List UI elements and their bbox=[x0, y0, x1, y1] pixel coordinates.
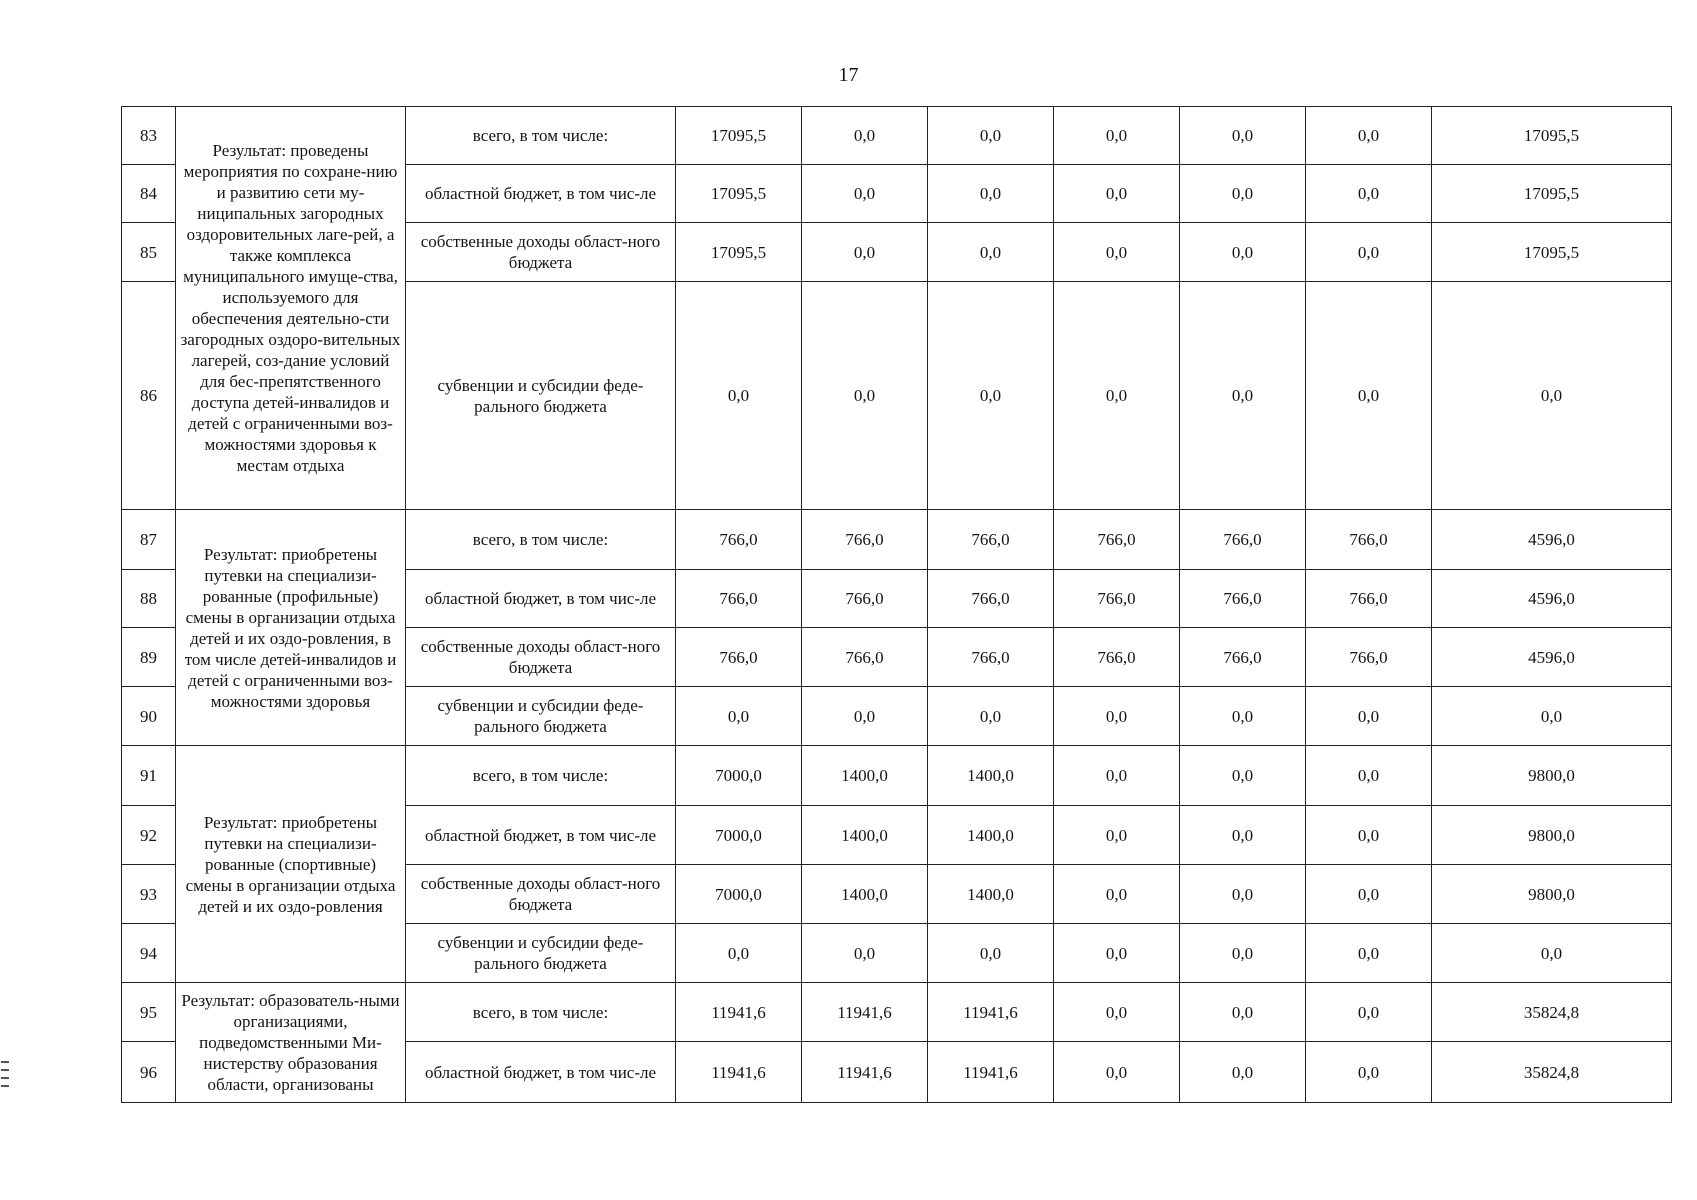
table-row bbox=[122, 983, 1672, 1042]
year-value: 766,0 bbox=[676, 510, 802, 570]
year-value: 17095,5 bbox=[676, 165, 802, 223]
year-value: 0,0 bbox=[1306, 687, 1432, 746]
margin-mark bbox=[1, 1077, 9, 1079]
year-value: 0,0 bbox=[1306, 165, 1432, 223]
total-value: 9800,0 bbox=[1432, 806, 1672, 865]
year-value: 0,0 bbox=[802, 165, 928, 223]
row-number: 95 bbox=[122, 983, 176, 1042]
total-value: 4596,0 bbox=[1432, 628, 1672, 687]
year-value: 0,0 bbox=[1180, 1042, 1306, 1103]
year-value: 0,0 bbox=[1054, 687, 1180, 746]
year-value: 766,0 bbox=[1180, 510, 1306, 570]
table-row bbox=[122, 510, 1672, 570]
year-value: 766,0 bbox=[676, 628, 802, 687]
year-value: 0,0 bbox=[802, 282, 928, 510]
funding-source: всего, в том числе: bbox=[406, 983, 676, 1042]
year-value: 1400,0 bbox=[928, 746, 1054, 806]
row-number: 89 bbox=[122, 628, 176, 687]
year-value: 0,0 bbox=[1306, 924, 1432, 983]
year-value: 0,0 bbox=[676, 282, 802, 510]
year-value: 766,0 bbox=[802, 570, 928, 628]
year-value: 0,0 bbox=[1180, 282, 1306, 510]
year-value: 0,0 bbox=[1306, 983, 1432, 1042]
year-value: 0,0 bbox=[928, 107, 1054, 165]
year-value: 0,0 bbox=[1054, 746, 1180, 806]
year-value: 1400,0 bbox=[802, 746, 928, 806]
year-value: 766,0 bbox=[802, 628, 928, 687]
year-value: 0,0 bbox=[802, 107, 928, 165]
row-number: 92 bbox=[122, 806, 176, 865]
year-value: 0,0 bbox=[1054, 983, 1180, 1042]
year-value: 766,0 bbox=[1054, 628, 1180, 687]
year-value: 7000,0 bbox=[676, 806, 802, 865]
year-value: 0,0 bbox=[928, 165, 1054, 223]
year-value: 0,0 bbox=[1054, 806, 1180, 865]
row-number: 91 bbox=[122, 746, 176, 806]
year-value: 0,0 bbox=[676, 687, 802, 746]
year-value: 0,0 bbox=[1054, 1042, 1180, 1103]
year-value: 0,0 bbox=[928, 924, 1054, 983]
row-number: 93 bbox=[122, 865, 176, 924]
year-value: 0,0 bbox=[1306, 746, 1432, 806]
result-description: Результат: приобретены путевки на специализи-рованные (спортивные) смены в организации отдыха детей и их оздо-ровления bbox=[176, 746, 406, 983]
funding-source: областной бюджет, в том чис-ле bbox=[406, 165, 676, 223]
row-number: 83 bbox=[122, 107, 176, 165]
year-value: 0,0 bbox=[1054, 865, 1180, 924]
year-value: 11941,6 bbox=[802, 983, 928, 1042]
total-value: 9800,0 bbox=[1432, 746, 1672, 806]
year-value: 11941,6 bbox=[676, 1042, 802, 1103]
total-value: 0,0 bbox=[1432, 687, 1672, 746]
funding-source: собственные доходы област-ного бюджета bbox=[406, 223, 676, 282]
result-description: Результат: проведены мероприятия по сохране-нию и развитию сети му-ниципальных загородных оздоровительных лаге-рей, а также комплекса муниципального имуще-ства, используемого для обеспечения деятельно-сти загородных оздоро-вительных лагерей, соз-дание условий для бес-препятственного доступа детей-инвалидов и детей с ограниченными воз-можностями здоровья к местам отдыха bbox=[176, 107, 406, 510]
year-value: 17095,5 bbox=[676, 107, 802, 165]
year-value: 0,0 bbox=[802, 924, 928, 983]
margin-mark bbox=[1, 1069, 9, 1071]
row-number: 94 bbox=[122, 924, 176, 983]
year-value: 0,0 bbox=[928, 223, 1054, 282]
year-value: 766,0 bbox=[928, 628, 1054, 687]
year-value: 0,0 bbox=[1054, 223, 1180, 282]
funding-source: областной бюджет, в том чис-ле bbox=[406, 1042, 676, 1103]
year-value: 7000,0 bbox=[676, 865, 802, 924]
year-value: 0,0 bbox=[802, 687, 928, 746]
funding-source: субвенции и субсидии феде-рального бюджета bbox=[406, 687, 676, 746]
year-value: 0,0 bbox=[1180, 223, 1306, 282]
year-value: 0,0 bbox=[802, 223, 928, 282]
row-number: 84 bbox=[122, 165, 176, 223]
total-value: 0,0 bbox=[1432, 282, 1672, 510]
page-number: 17 bbox=[838, 64, 859, 86]
year-value: 0,0 bbox=[1180, 865, 1306, 924]
row-number: 87 bbox=[122, 510, 176, 570]
year-value: 0,0 bbox=[1306, 806, 1432, 865]
total-value: 0,0 bbox=[1432, 924, 1672, 983]
year-value: 0,0 bbox=[1180, 924, 1306, 983]
funding-source: областной бюджет, в том чис-ле bbox=[406, 806, 676, 865]
funding-source: собственные доходы област-ного бюджета bbox=[406, 865, 676, 924]
year-value: 1400,0 bbox=[928, 806, 1054, 865]
margin-mark bbox=[1, 1085, 9, 1087]
year-value: 0,0 bbox=[1054, 107, 1180, 165]
year-value: 0,0 bbox=[1180, 983, 1306, 1042]
year-value: 0,0 bbox=[1180, 746, 1306, 806]
year-value: 11941,6 bbox=[802, 1042, 928, 1103]
year-value: 1400,0 bbox=[802, 806, 928, 865]
year-value: 0,0 bbox=[1180, 687, 1306, 746]
year-value: 766,0 bbox=[676, 570, 802, 628]
total-value: 17095,5 bbox=[1432, 223, 1672, 282]
total-value: 4596,0 bbox=[1432, 510, 1672, 570]
funding-source: субвенции и субсидии феде-рального бюджета bbox=[406, 924, 676, 983]
year-value: 0,0 bbox=[1180, 107, 1306, 165]
row-number: 85 bbox=[122, 223, 176, 282]
year-value: 0,0 bbox=[1306, 1042, 1432, 1103]
year-value: 766,0 bbox=[1306, 570, 1432, 628]
year-value: 1400,0 bbox=[802, 865, 928, 924]
row-number: 90 bbox=[122, 687, 176, 746]
year-value: 766,0 bbox=[928, 510, 1054, 570]
funding-source: всего, в том числе: bbox=[406, 746, 676, 806]
funding-source: собственные доходы област-ного бюджета bbox=[406, 628, 676, 687]
budget-table bbox=[121, 106, 1672, 1103]
year-value: 7000,0 bbox=[676, 746, 802, 806]
year-value: 766,0 bbox=[1306, 510, 1432, 570]
year-value: 766,0 bbox=[928, 570, 1054, 628]
year-value: 766,0 bbox=[1054, 510, 1180, 570]
year-value: 0,0 bbox=[1306, 107, 1432, 165]
table-row bbox=[122, 107, 1672, 165]
total-value: 35824,8 bbox=[1432, 983, 1672, 1042]
total-value: 17095,5 bbox=[1432, 165, 1672, 223]
year-value: 11941,6 bbox=[928, 983, 1054, 1042]
year-value: 0,0 bbox=[1306, 865, 1432, 924]
total-value: 35824,8 bbox=[1432, 1042, 1672, 1103]
total-value: 17095,5 bbox=[1432, 107, 1672, 165]
year-value: 0,0 bbox=[1306, 282, 1432, 510]
year-value: 11941,6 bbox=[676, 983, 802, 1042]
year-value: 0,0 bbox=[1180, 165, 1306, 223]
year-value: 1400,0 bbox=[928, 865, 1054, 924]
funding-source: всего, в том числе: bbox=[406, 107, 676, 165]
year-value: 17095,5 bbox=[676, 223, 802, 282]
funding-source: всего, в том числе: bbox=[406, 510, 676, 570]
funding-source: субвенции и субсидии феде-рального бюджета bbox=[406, 282, 676, 510]
year-value: 0,0 bbox=[1054, 924, 1180, 983]
row-number: 88 bbox=[122, 570, 176, 628]
year-value: 0,0 bbox=[1180, 806, 1306, 865]
year-value: 766,0 bbox=[1180, 570, 1306, 628]
year-value: 0,0 bbox=[676, 924, 802, 983]
year-value: 11941,6 bbox=[928, 1042, 1054, 1103]
total-value: 9800,0 bbox=[1432, 865, 1672, 924]
margin-mark bbox=[1, 1061, 9, 1063]
year-value: 766,0 bbox=[1306, 628, 1432, 687]
row-number: 86 bbox=[122, 282, 176, 510]
year-value: 766,0 bbox=[1054, 570, 1180, 628]
year-value: 0,0 bbox=[1306, 223, 1432, 282]
total-value: 4596,0 bbox=[1432, 570, 1672, 628]
table-row bbox=[122, 746, 1672, 806]
year-value: 766,0 bbox=[802, 510, 928, 570]
year-value: 0,0 bbox=[1054, 165, 1180, 223]
year-value: 766,0 bbox=[1180, 628, 1306, 687]
result-description: Результат: приобретены путевки на специализи-рованные (профильные) смены в организации отдыха детей и их оздо-ровления, в том числе детей-инвалидов и детей с ограниченными воз-можностями здоровья bbox=[176, 510, 406, 746]
table-body bbox=[122, 107, 1672, 1103]
row-number: 96 bbox=[122, 1042, 176, 1103]
year-value: 0,0 bbox=[1054, 282, 1180, 510]
result-description: Результат: образователь-ными организациями, подведомственными Ми-нистерству образования области, организованы bbox=[176, 983, 406, 1103]
year-value: 0,0 bbox=[928, 282, 1054, 510]
year-value: 0,0 bbox=[928, 687, 1054, 746]
funding-source: областной бюджет, в том чис-ле bbox=[406, 570, 676, 628]
